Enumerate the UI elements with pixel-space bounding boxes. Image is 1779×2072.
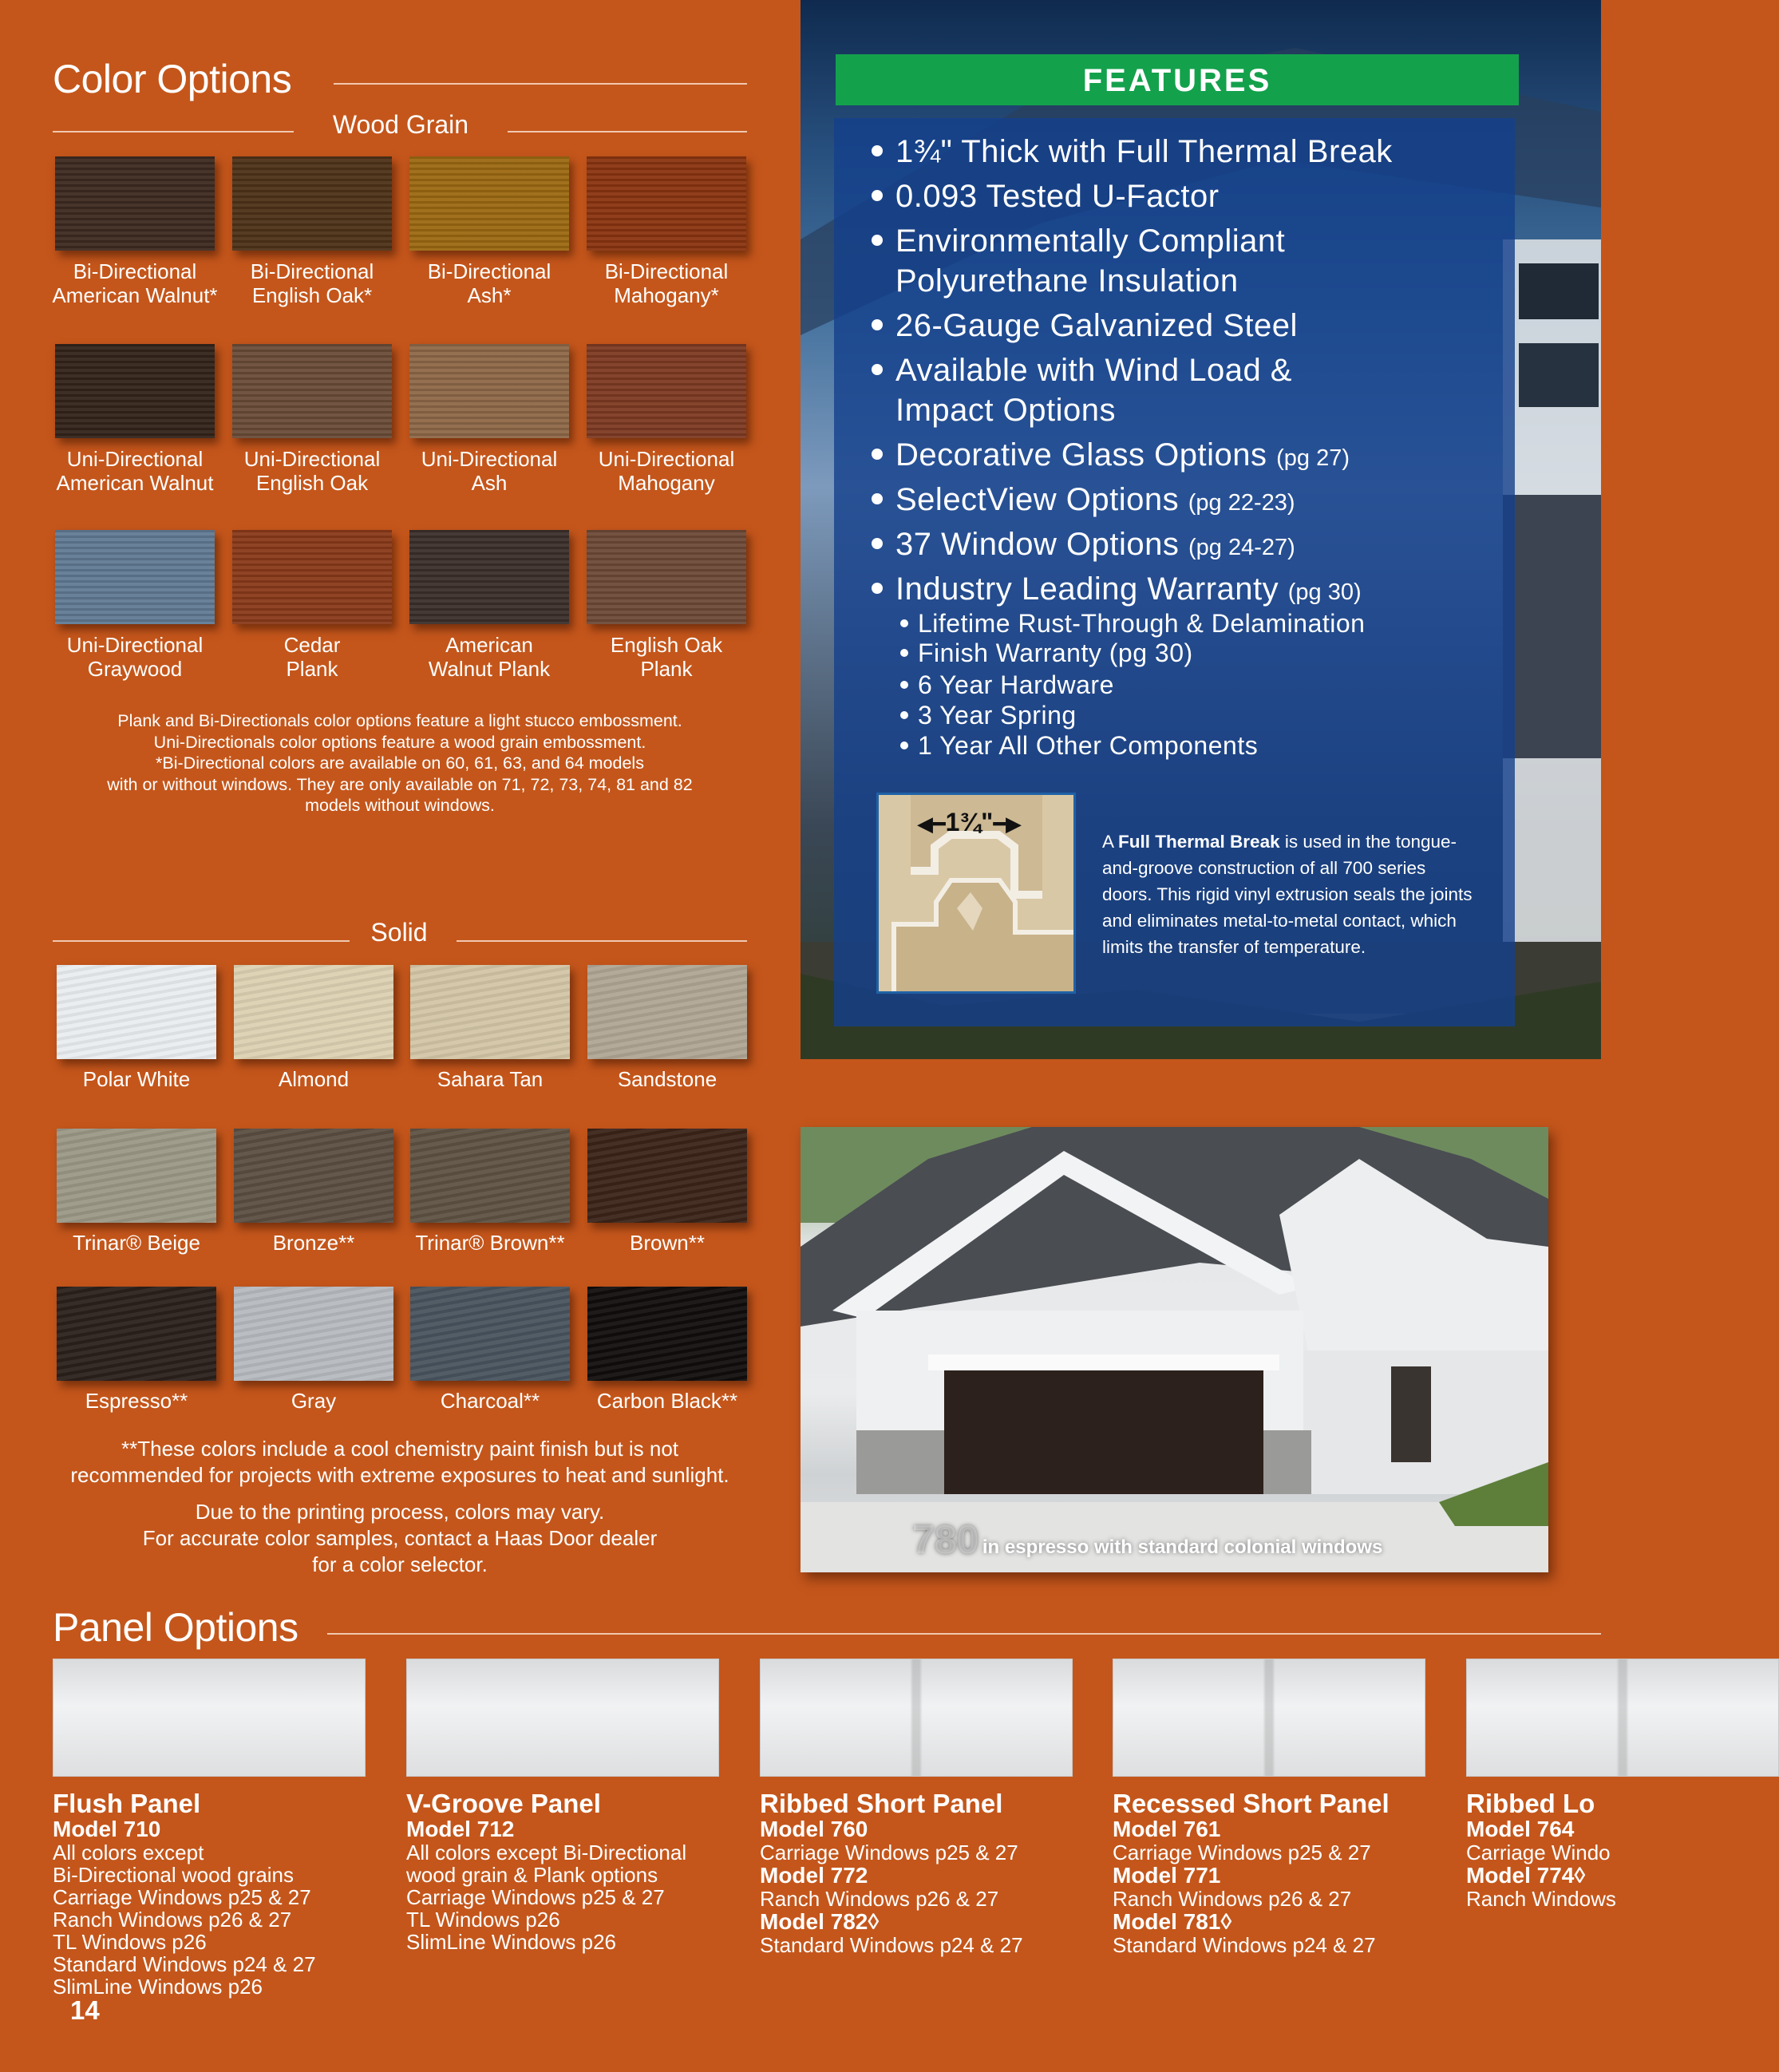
- panel-model-number: Model 772: [760, 1863, 868, 1888]
- panel-model-number: Model 782◊: [760, 1909, 880, 1934]
- panel-name: Recessed Short Panel: [1113, 1789, 1390, 1818]
- panel-model-number: Model 760: [760, 1817, 868, 1841]
- wood-grain-swatch-label: Uni-Directional Ash: [421, 447, 558, 495]
- solid-color-label: Almond: [278, 1067, 350, 1091]
- page-ref: (pg 24-27): [1188, 535, 1295, 560]
- solid-color-swatch: [234, 1287, 393, 1381]
- page-ref: (pg 22-23): [1188, 490, 1295, 516]
- warranty-sub-item: Lifetime Rust-Through & Delamination: [900, 608, 1393, 639]
- panel-option-detail: Standard Windows p24 & 27: [1113, 1933, 1376, 1957]
- warranty-sub-item-continuation: Finish Warranty (pg 30): [900, 638, 1393, 668]
- thermal-break-description: A Full Thermal Break is used in the tongue-and-groove construction of all 700 series doors. This rigid vinyl extrusion seals the joints and eliminates metal-to-metal contact, which limits the transfer of temperature.: [1102, 832, 1473, 957]
- solid-color-label: Charcoal**: [440, 1389, 540, 1413]
- feature-item: Industry Leading Warranty (pg 30): [872, 570, 1393, 608]
- panel-option-detail: All colors except Bi-Directional: [406, 1841, 687, 1864]
- wood-grain-swatch: [55, 156, 215, 251]
- feature-item-continuation: Polyurethane Insulation: [895, 263, 1239, 299]
- wood-grain-note-line: Plank and Bi-Directionals color options feature a light stucco embossment.: [117, 711, 682, 730]
- wood-grain-rule-left: [53, 131, 294, 132]
- feature-item: 1¾" Thick with Full Thermal Break: [872, 132, 1393, 177]
- panel-option-detail: SlimLine Windows p26: [406, 1930, 617, 1954]
- wood-grain-note: [53, 710, 747, 817]
- page-ref: (pg 27): [1276, 445, 1350, 471]
- warranty-sub-item: 3 Year Spring: [900, 700, 1393, 730]
- panel-option-detail: Ranch Windows p26 & 27: [760, 1887, 999, 1911]
- wood-grain-swatch-label: Bi-Directional American Walnut*: [52, 259, 218, 307]
- solid-heading: Solid: [370, 918, 428, 947]
- feature-item-continuation: Impact Options: [895, 393, 1117, 428]
- panel-style-image: [1113, 1659, 1425, 1777]
- panel-name: Flush Panel: [53, 1789, 201, 1818]
- solid-color-swatch: [587, 1129, 747, 1223]
- panel-option-detail: Carriage Windo: [1466, 1841, 1611, 1864]
- solid-color-label: Carbon Black**: [596, 1389, 738, 1413]
- panel-option-detail: Standard Windows p24 & 27: [760, 1933, 1023, 1957]
- wood-grain-swatch-label: Cedar Plank: [283, 633, 341, 681]
- panel-model-number: Model 710: [53, 1817, 161, 1841]
- wood-grain-swatch-label: American Walnut Plank: [428, 633, 551, 681]
- wood-grain-swatch: [587, 344, 746, 438]
- panel-option-detail: Ranch Windows p26 & 27: [1113, 1887, 1352, 1911]
- panel-option-detail: TL Windows p26: [53, 1930, 207, 1954]
- solid-color-swatch: [57, 1287, 216, 1381]
- wood-grain-swatch: [55, 530, 215, 624]
- wood-grain-swatch: [409, 530, 569, 624]
- solid-color-label: Sandstone: [617, 1067, 718, 1091]
- left-arrow-icon: ◀━: [917, 812, 946, 836]
- panel-option-detail: TL Windows p26: [406, 1908, 560, 1932]
- panel-name: Ribbed Short Panel: [760, 1789, 1003, 1818]
- panel-model-number: Model 781◊: [1113, 1909, 1232, 1934]
- warranty-sub-item: 1 Year All Other Components: [900, 730, 1393, 761]
- printing-note-line: Due to the printing process, colors may vary.: [195, 1500, 605, 1524]
- features-list: [872, 132, 1393, 761]
- feature-item: 37 Window Options (pg 24-27): [872, 525, 1393, 570]
- solid-color-swatch: [57, 965, 216, 1059]
- feature-item: SelectView Options (pg 22-23): [872, 480, 1393, 525]
- solid-color-label: Trinar® Brown**: [415, 1231, 565, 1255]
- thickness-label: ◀━1¾"━▶: [917, 808, 1022, 836]
- solid-color-swatch: [410, 1129, 570, 1223]
- wood-grain-rule-right: [508, 131, 747, 132]
- wood-grain-swatch-label: Bi-Directional Ash*: [427, 259, 551, 307]
- panel-model-number: Model 771: [1113, 1863, 1221, 1888]
- solid-color-label: Brown**: [630, 1231, 705, 1255]
- solid-color-swatch: [587, 965, 747, 1059]
- wood-grain-note-line: *Bi-Directional colors are available on 60, 61, 63, and 64 models: [156, 753, 644, 773]
- solid-color-label: Trinar® Beige: [73, 1231, 200, 1255]
- solid-color-label: Gray: [291, 1389, 337, 1413]
- feature-item: Environmentally Compliant: [872, 222, 1393, 262]
- panel-model-number: Model 764: [1466, 1817, 1575, 1841]
- solid-color-swatch: [57, 1129, 216, 1223]
- panel-options-rule: [327, 1633, 1601, 1635]
- feature-item: 0.093 Tested U-Factor: [872, 177, 1393, 222]
- wood-grain-swatch: [409, 344, 569, 438]
- wood-grain-swatch: [55, 344, 215, 438]
- panel-option-detail: Carriage Windows p25 & 27: [1113, 1841, 1371, 1864]
- cool-chemistry-note-line: recommended for projects with extreme exposures to heat and sunlight.: [70, 1463, 729, 1487]
- panel-options-title: Panel Options: [53, 1605, 298, 1650]
- garage-door-photo: [801, 1127, 1548, 1572]
- panel-option-detail: Bi-Directional wood grains: [53, 1863, 295, 1887]
- solid-color-label: Sahara Tan: [437, 1067, 544, 1091]
- panel-option-detail: Ranch Windows p26 & 27: [53, 1908, 292, 1932]
- thermal-break-diagram: [876, 793, 1076, 994]
- solid-color-label: Bronze**: [272, 1231, 355, 1255]
- panel-name: Ribbed Lo: [1466, 1789, 1595, 1818]
- panel-option-detail: SlimLine Windows p26: [53, 1975, 263, 1999]
- features-banner: FEATURES: [836, 54, 1519, 105]
- photo-caption-model: 780: [912, 1517, 979, 1562]
- panel-model-number: Model 774◊: [1466, 1863, 1586, 1888]
- panel-option-details: [760, 1790, 1023, 1956]
- wood-grain-swatch-label: Bi-Directional English Oak*: [250, 259, 374, 307]
- wood-grain-swatch-label: Uni-Directional English Oak: [243, 447, 381, 495]
- panel-option-details: [1466, 1790, 1616, 1910]
- panel-style-image: [53, 1659, 366, 1777]
- panel-option-detail: Carriage Windows p25 & 27: [53, 1885, 311, 1909]
- wood-grain-swatch: [587, 156, 746, 251]
- wood-grain-swatch-label: Uni-Directional Graywood: [66, 633, 204, 681]
- photo-caption: [912, 1516, 1382, 1563]
- solid-rule-left: [53, 940, 350, 942]
- solid-color-label: Espresso**: [85, 1389, 188, 1413]
- cool-chemistry-note-line: **These colors include a cool chemistry paint finish but is not: [121, 1437, 678, 1461]
- wood-grain-swatch-label: Uni-Directional American Walnut: [56, 447, 214, 495]
- feature-item: Available with Wind Load &: [872, 351, 1393, 391]
- panel-name: V-Groove Panel: [406, 1789, 601, 1818]
- solid-color-swatch: [410, 1287, 570, 1381]
- photo-caption-text: in espresso with standard colonial windows: [982, 1536, 1383, 1558]
- panel-option-detail: All colors except: [53, 1841, 204, 1864]
- panel-style-image: [1466, 1659, 1779, 1777]
- solid-color-swatch: [410, 965, 570, 1059]
- wood-grain-note-line: Uni-Directionals color options feature a wood grain embossment.: [153, 732, 646, 752]
- panel-model-number: Model 712: [406, 1817, 515, 1841]
- solid-color-swatch: [234, 1129, 393, 1223]
- warranty-sub-item: 6 Year Hardware: [900, 670, 1393, 700]
- wood-grain-swatch: [232, 530, 392, 624]
- feature-item: 26-Gauge Galvanized Steel: [872, 306, 1393, 351]
- solid-color-swatch: [234, 965, 393, 1059]
- panel-option-details: [53, 1790, 316, 1998]
- panel-option-detail: wood grain & Plank options: [406, 1863, 658, 1887]
- page-ref: (pg 30): [1287, 579, 1362, 605]
- wood-grain-note-line: models without windows.: [305, 796, 495, 815]
- title-rule: [334, 83, 747, 85]
- solid-rule-right: [457, 940, 747, 942]
- panel-option-details: [406, 1790, 686, 1953]
- wood-grain-swatch: [232, 344, 392, 438]
- wood-grain-note-line: with or without windows. They are only available on 71, 72, 73, 74, 81 and 82: [107, 774, 693, 794]
- panel-option-detail: Ranch Windows: [1466, 1887, 1616, 1911]
- wood-grain-swatch-label: English Oak Plank: [610, 633, 723, 681]
- printing-note-line: For accurate color samples, contact a Haas Door dealer: [142, 1526, 658, 1550]
- cool-chemistry-note: [32, 1436, 768, 1489]
- solid-color-swatch: [587, 1287, 747, 1381]
- wood-grain-swatch: [232, 156, 392, 251]
- wood-grain-swatch-label: Bi-Directional Mahogany*: [604, 259, 729, 307]
- wood-grain-swatch-label: Uni-Directional Mahogany: [598, 447, 735, 495]
- printing-note-line: for a color selector.: [312, 1552, 488, 1576]
- wood-grain-heading: Wood Grain: [332, 110, 469, 139]
- panel-option-detail: Standard Windows p24 & 27: [53, 1952, 316, 1976]
- panel-style-image: [760, 1659, 1073, 1777]
- wood-grain-swatch: [409, 156, 569, 251]
- printing-note: [32, 1499, 768, 1578]
- page-number: 14: [70, 1995, 100, 2025]
- color-options-title: Color Options: [53, 57, 292, 101]
- panel-option-detail: Carriage Windows p25 & 27: [760, 1841, 1018, 1864]
- right-arrow-icon: ━▶: [993, 812, 1022, 836]
- panel-option-detail: Carriage Windows p25 & 27: [406, 1885, 665, 1909]
- solid-color-label: Polar White: [82, 1067, 191, 1091]
- panel-option-details: [1113, 1790, 1390, 1956]
- panel-model-number: Model 761: [1113, 1817, 1221, 1841]
- wood-grain-swatch: [587, 530, 746, 624]
- feature-item: Decorative Glass Options (pg 27): [872, 436, 1393, 480]
- panel-style-image: [406, 1659, 719, 1777]
